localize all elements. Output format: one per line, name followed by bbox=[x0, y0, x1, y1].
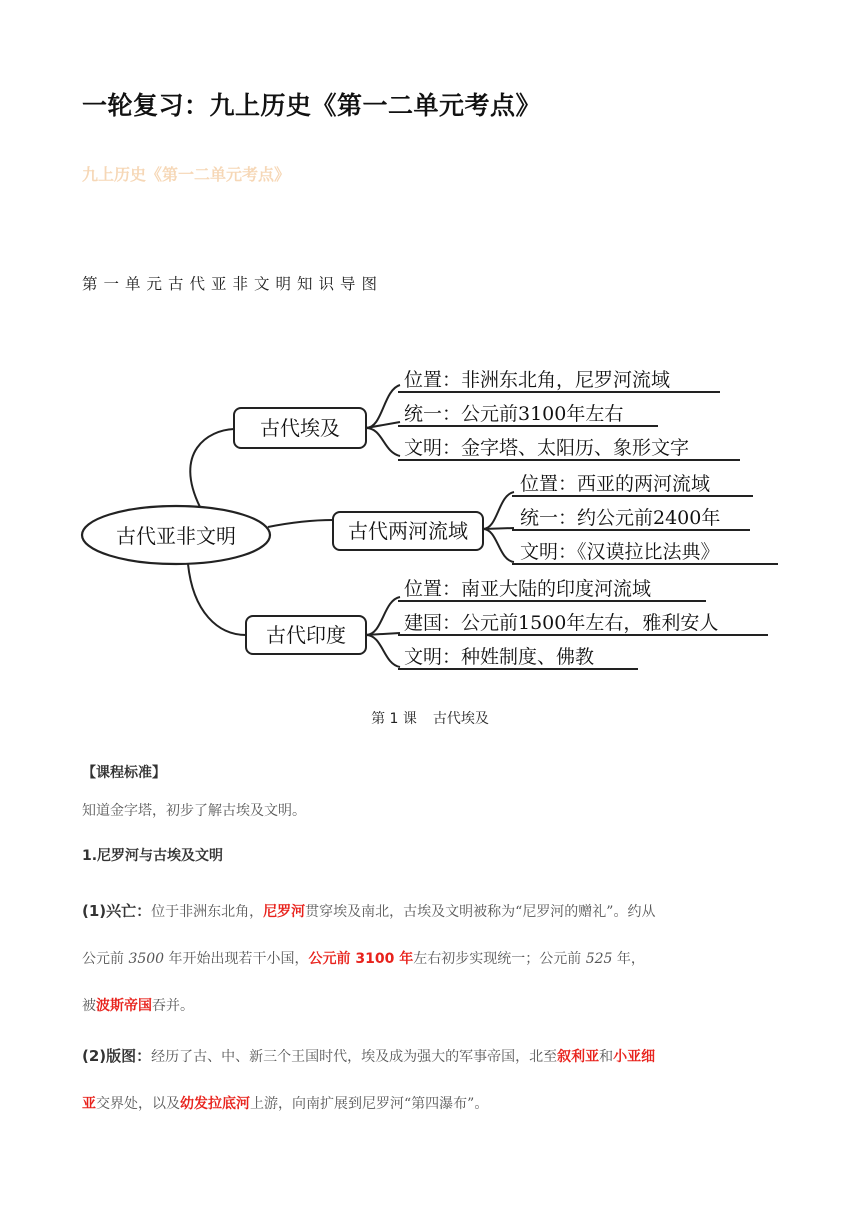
faded-subtitle: 九上历史《第一二单元考点》 bbox=[82, 165, 291, 184]
text: 和 bbox=[599, 1049, 614, 1065]
india-item-3: 文明：种姓制度、佛教 bbox=[404, 646, 595, 668]
egypt-item-3: 文明：金字塔、太阳历、象形文字 bbox=[404, 437, 690, 459]
number: 3500 bbox=[128, 951, 165, 967]
root-label: 古代亚非文明 bbox=[116, 524, 236, 548]
highlight: 尼罗河 bbox=[263, 904, 306, 920]
highlight: 幼发拉底河 bbox=[180, 1096, 250, 1112]
paragraph-rise-fall bbox=[82, 888, 782, 1030]
text: 公元前 bbox=[82, 951, 129, 967]
branch-label-mesopotamia: 古代两河流域 bbox=[348, 519, 468, 543]
standard-heading: 【课程标准】 bbox=[82, 765, 166, 781]
mesopotamia-item-2: 统一：约公元前2400年 bbox=[520, 507, 721, 529]
mesopotamia-item-1: 位置：西亚的两河流域 bbox=[520, 473, 711, 495]
branch-label-egypt: 古代埃及 bbox=[260, 416, 340, 440]
text: 贯穿埃及南北，古埃及文明被称为“尼罗河的赠礼”。约从 bbox=[305, 904, 656, 920]
text: 经历了古、中、新三个王国时代，埃及成为强大的军事帝国，北至 bbox=[151, 1049, 558, 1065]
mind-map bbox=[78, 352, 788, 682]
highlight: 公元前 3100 年 bbox=[308, 951, 414, 967]
egypt-item-1: 位置：非洲东北角，尼罗河流域 bbox=[404, 369, 671, 391]
text: 年开始出现若干小国， bbox=[164, 951, 309, 967]
lesson-number: 第 1 课 bbox=[371, 711, 417, 727]
lesson-heading bbox=[0, 708, 860, 728]
text: 位于非洲东北角， bbox=[151, 904, 264, 920]
highlight: 小亚细 bbox=[613, 1049, 656, 1065]
para-label: (1)兴亡： bbox=[82, 902, 152, 920]
text: 吞并。 bbox=[152, 998, 194, 1014]
lesson-name: 古代埃及 bbox=[432, 711, 489, 727]
unit-heading: 第一单元古代亚非文明知识导图 bbox=[82, 275, 384, 293]
section-heading: 1.尼罗河与古埃及文明 bbox=[82, 848, 224, 864]
mesopotamia-item-3: 文明：《汉谟拉比法典》 bbox=[520, 541, 720, 563]
text: 年， bbox=[612, 951, 645, 967]
highlight: 亚 bbox=[82, 1096, 96, 1112]
egypt-item-2: 统一：公元前3100年左右 bbox=[404, 403, 624, 425]
india-item-1: 位置：南亚大陆的印度河流域 bbox=[404, 578, 652, 600]
highlight: 波斯帝国 bbox=[96, 998, 152, 1014]
paragraph-territory bbox=[82, 1033, 782, 1128]
text: 上游，向南扩展到尼罗河“第四瀑布”。 bbox=[250, 1096, 489, 1112]
branch-label-india: 古代印度 bbox=[266, 623, 346, 647]
para-label: (2)版图： bbox=[82, 1047, 152, 1065]
text: 被 bbox=[82, 998, 96, 1014]
number: 525 bbox=[585, 951, 613, 967]
page-title: 一轮复习：九上历史《第一二单元考点》 bbox=[82, 91, 542, 120]
text: 左右初步实现统一；公元前 bbox=[413, 951, 586, 967]
standard-text: 知道金字塔，初步了解古埃及文明。 bbox=[82, 803, 306, 819]
india-item-2: 建国：公元前1500年左右，雅利安人 bbox=[404, 612, 719, 634]
text: 交界处，以及 bbox=[96, 1096, 180, 1112]
highlight: 叙利亚 bbox=[557, 1049, 600, 1065]
